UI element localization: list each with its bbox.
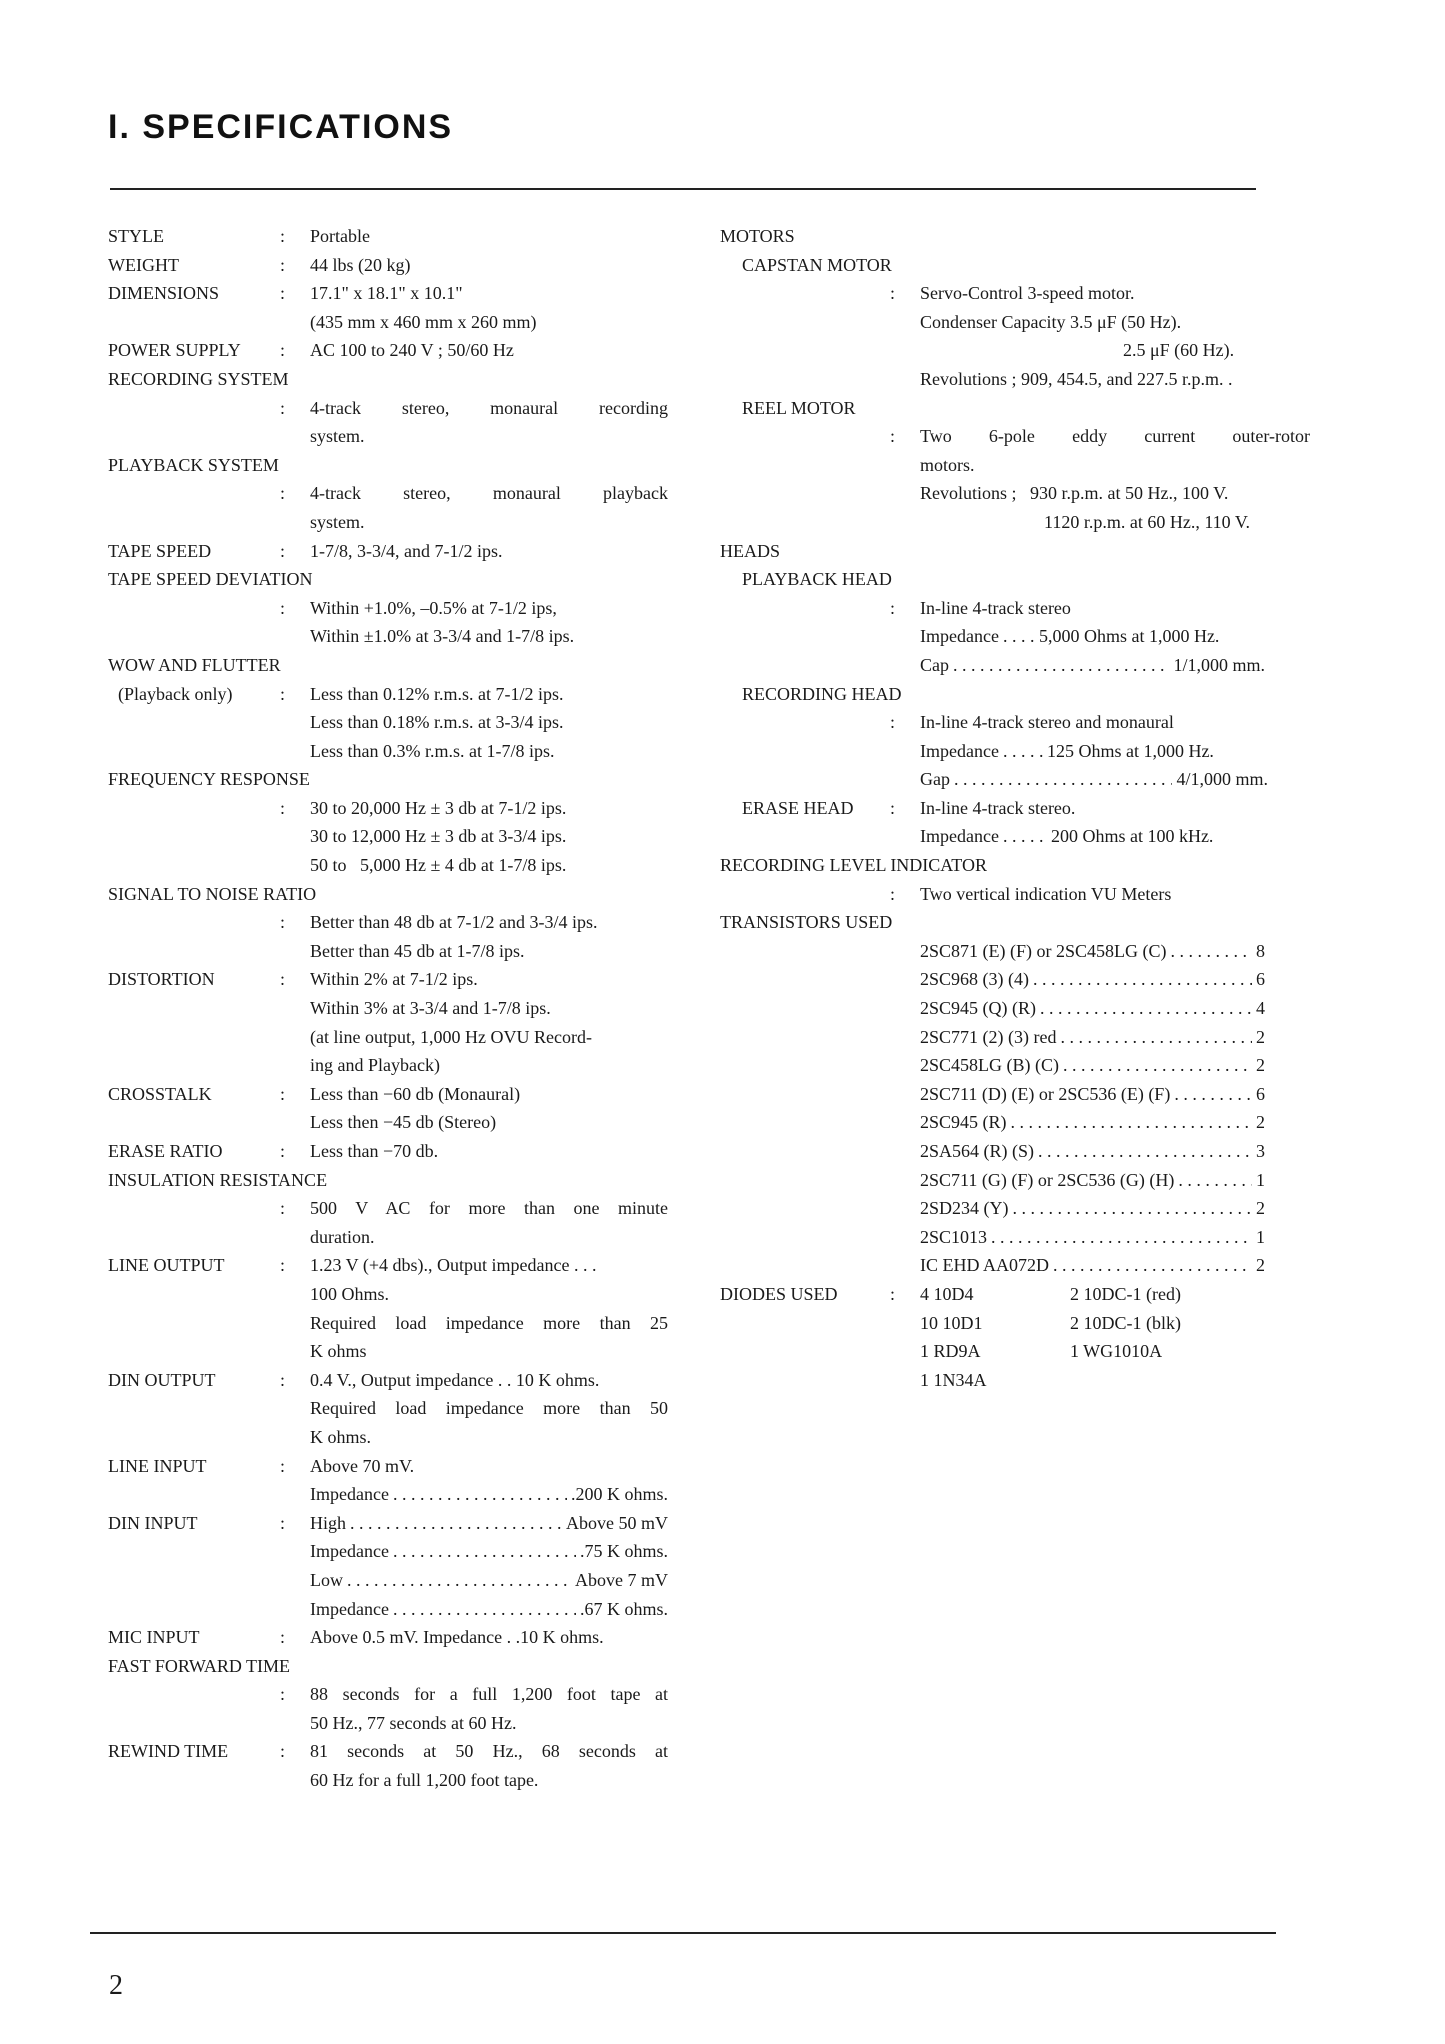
spec-rewind-time: REWIND TIME : 81 seconds at 50 Hz., 68 seconds at 60 Hz for a full 1,200 foot tape. — [108, 1741, 668, 1791]
spec-din-output: DIN OUTPUT : 0.4 V., Output impedance . . 10 K ohms. Required load impedance more than 50 K ohms. — [108, 1369, 668, 1447]
page-title: I. SPECIFICATIONS — [108, 108, 454, 146]
spec-playback-system: PLAYBACK SYSTEM : 4-track stereo, monaural playback system. — [108, 454, 668, 532]
spec-din-input: DIN INPUT : High . . . Above 50 mV Impedance . . . .75 K ohms. Low . . . Above 7 mV Impedance . . . .67 K ohms. — [108, 1509, 668, 1623]
spec-transistors-used: TRANSISTORS USED 2SC871 (E) (F) or 2SC458LG (C) . . . 8 2SC968 (3) (4) . . . 6 2SC945 (Q) (R) . . . 4 2SC771 (2) (3) red . . . 2 2SC458LG (B) (C) . . . 2 2SC711 (D) (E) or 2SC536 (E) (F) . . . 6 2SC945 (R) . . . 2 2SA564 (R) (S) . . . 3 2SC711 (G) (F) or 2SC536 (G) (H) . . . 1 2SD234 (Y) . . . 2 2SC1013 . . . 1 IC EHD AA072D . . . 2 — [720, 908, 1310, 1280]
spec-crosstalk: CROSSTALK : Less than −60 db (Monaural) Less then −45 db (Stereo) — [108, 1083, 521, 1133]
spec-power-supply: POWER SUPPLY : AC 100 to 240 V ; 50/60 Hz — [108, 340, 514, 361]
spec-tape-speed-deviation: TAPE SPEED DEVIATION : Within +1.0%, –0.5% at 7-1/2 ips, Within ±1.0% at 3-3/4 and 1-7/8 ips. — [108, 569, 575, 647]
bottom-rule — [90, 1932, 1276, 1934]
transistor-row: 2SC711 (D) (E) or 2SC536 (E) (F) . . . 6 — [920, 1080, 1265, 1109]
spec-signal-to-noise: SIGNAL TO NOISE RATIO : Better than 48 db at 7-1/2 and 3-3/4 ips. Better than 45 db at 1-7/8 ips. — [108, 883, 598, 961]
diodes-grid: 4 10D4 2 10DC-1 (red) 10 10D1 2 10DC-1 (blk) 1 RD9A 1 WG1010A 1 1N34A — [920, 1283, 1181, 1390]
spec-erase-ratio: ERASE RATIO : Less than −70 db. — [108, 1141, 439, 1161]
transistor-row: 2SC771 (2) (3) red . . . 2 — [920, 1023, 1265, 1052]
spec-insulation-resistance: INSULATION RESISTANCE : 500 V AC for more than one minute duration. — [108, 1169, 668, 1247]
top-rule — [110, 188, 1256, 190]
spec-tape-speed: TAPE SPEED : 1-7/8, 3-3/4, and 7-1/2 ips. — [108, 540, 503, 561]
spec-dimensions: DIMENSIONS : 17.1" x 18.1" x 10.1" — [108, 283, 463, 304]
transistor-row: 2SA564 (R) (S) . . . 3 — [920, 1137, 1265, 1166]
page-number: 2 — [109, 1970, 123, 2001]
spec-line-input: LINE INPUT : Above 70 mV. Impedance . . . .200 K ohms. — [108, 1452, 668, 1509]
spec-wow-flutter: WOW AND FLUTTER (Playback only) : Less than 0.12% r.m.s. at 7-1/2 ips. Less than 0.18% r.m.s. at 3-3/4 ips. Less than 0.3% r.m.s. at 1-7/8 ips. — [108, 654, 564, 761]
transistor-row: 2SC1013 . . . 1 — [920, 1223, 1265, 1252]
spec-diodes-used: DIODES USED : 4 10D4 2 10DC-1 (red) 10 10D1 2 10DC-1 (blk) 1 RD9A 1 WG1010A 1 1N34A — [720, 1280, 1310, 1394]
transistor-row: IC EHD AA072D . . . 2 — [920, 1251, 1265, 1280]
spec-style: STYLE : Portable — [108, 226, 370, 246]
transistor-row: 2SC945 (Q) (R) . . . 4 — [920, 994, 1265, 1023]
spec-distortion: DISTORTION : Within 2% at 7-1/2 ips. Within 3% at 3-3/4 and 1-7/8 ips. (at line output, 1,000 Hz OVU Record- ing and Playback) — [108, 969, 592, 1076]
transistor-row: 2SC968 (3) (4) . . . 6 — [920, 965, 1265, 994]
spec-heads: HEADS PLAYBACK HEAD : In-line 4-track stereo Impedance . . . 5,000 Ohms at 1,000 Hz. Cap . . . 1/1,000 mm. RECORDING HEAD : In-line 4-track stereo and monaural Impedance . . . 125 Ohms at 1,000 Hz. Gap . . . 4/1,000 mm. ERASE HEAD : In-line 4-track stereo. Impedance . . . 200 Ohms at 100 kHz. — [720, 537, 1310, 852]
transistor-row: 2SC871 (E) (F) or 2SC458LG (C) . . . 8 — [920, 937, 1265, 966]
left-spec-column: STYLE : Portable WEIGHT : 44 lbs (20 kg) DIMENSIONS : 17.1" x 18.1" x 10.1" (435 mm x 460 mm x 260 mm) POWER SUPPLY : AC 100 to 240 V ; 50/60 Hz RECORDING SYSTEM : 4-track stereo, monaural recording system. PLAYBACK SYSTEM : 4-track stereo, monaural playback system. TAPE SPEED : 1-7/8, 3-3/4, and 7-1/2 ips. TAPE SPEED DEVIATION : Within +1.0%, –0.5% at 7-1/2 ips, Within ±1.0% at 3-3/4 and 1-7/8 ips. WOW AND FLUTTER (Playback only) : Less than 0.12% r.m.s. at 7-1/2 ips. Less than 0.18% r.m.s. at 3-3/4 ips. Less than 0.3% r.m.s. at 1-7/8 ips. FREQUENCY RESPONSE : 30 to 20,000 Hz ± 3 db at 7-1/2 ips. 30 to 12,000 Hz ± 3 db at 3-3/4 ips. 50 to 5,000 Hz ± 4 db at 1-7/8 ips. SIGNAL TO NOISE RATIO : Better than 48 db at 7-1/2 and 3-3/4 ips. Better than 45 db at 1-7/8 ips. DISTORTION : Within 2% at 7-1/2 ips. Within 3% at 3-3/4 and 1-7/8 ips. (at line output, 1,000 Hz OVU Record- ing and Playback) CROSSTALK : Less than −60 db (Monaural) Less then −45 db (Stereo) ERASE RATIO : Less than −70 db. INSULATION RESISTANCE : 500 V AC for more than one minute duration. LINE OUTPUT : 1.23 V (+4 dbs)., Output impedance . . . 100 Ohms. Required load impedance more than 25 K ohms DIN OUTPUT : 0.4 V., Output impedance . . 10 K ohms. Required load impedance more than 50 K ohms. LINE INPUT : Above 70 mV. Impedance . . . .200 K ohms. DIN INPUT : High . . . Above 50 mV Impedance . . . .75 K ohms. Low . . . Above 7 mV Impedance . . . .67 K ohms. MIC INPUT : Above 0.5 mV. Impedance . .10 K ohms. FAST FORWARD TIME : 88 seconds for a full 1,200 foot tape at 50 Hz., 77 seconds at 60 Hz. REWIND TIME : 81 seconds at 50 Hz., 68 seconds at 60 Hz for a full 1,200 foot tape. — [108, 222, 668, 1795]
spec-recording-system: RECORDING SYSTEM : 4-track stereo, monaural recording system. — [108, 368, 668, 447]
right-spec-column — [720, 222, 1310, 1394]
spec-mic-input: MIC INPUT : Above 0.5 mV. Impedance . .10 K ohms. — [108, 1627, 604, 1648]
transistor-row: 2SD234 (Y) . . . 2 — [920, 1194, 1265, 1223]
spec-fast-forward-time: FAST FORWARD TIME : 88 seconds for a full 1,200 foot tape at 50 Hz., 77 seconds at 60 Hz. — [108, 1655, 668, 1733]
spec-motors: MOTORS CAPSTAN MOTOR : Servo-Control 3-speed motor. Condenser Capacity 3.5 μF (50 Hz). 2.5 μF (60 Hz). Revolutions ; 909, 454.5, and 227.5 r.p.m. . REEL MOTOR : Two 6-pole eddy current outer-rotor motors. Revolutions ; 930 r.p.m. at 50 Hz., 100 V. 1120 r.p.m. at 60 Hz., 110 V. — [720, 226, 1310, 532]
spec-weight: WEIGHT : 44 lbs (20 kg) — [108, 254, 411, 275]
transistor-row: 2SC945 (R) . . . 2 — [920, 1108, 1265, 1137]
spec-frequency-response: FREQUENCY RESPONSE : 30 to 20,000 Hz ± 3 db at 7-1/2 ips. 30 to 12,000 Hz ± 3 db at 3-3/4 ips. 50 to 5,000 Hz ± 4 db at 1-7/8 ips. — [108, 769, 567, 876]
spec-line-output: LINE OUTPUT : 1.23 V (+4 dbs)., Output impedance . . . 100 Ohms. Required load impedance more than 25 K ohms — [108, 1255, 668, 1362]
transistor-row: 2SC711 (G) (F) or 2SC536 (G) (H) . . . 1 — [920, 1166, 1265, 1195]
spec-recording-level-indicator: RECORDING LEVEL INDICATOR : Two vertical indication VU Meters — [720, 855, 1172, 904]
transistor-row: 2SC458LG (B) (C) . . . 2 — [920, 1051, 1265, 1080]
